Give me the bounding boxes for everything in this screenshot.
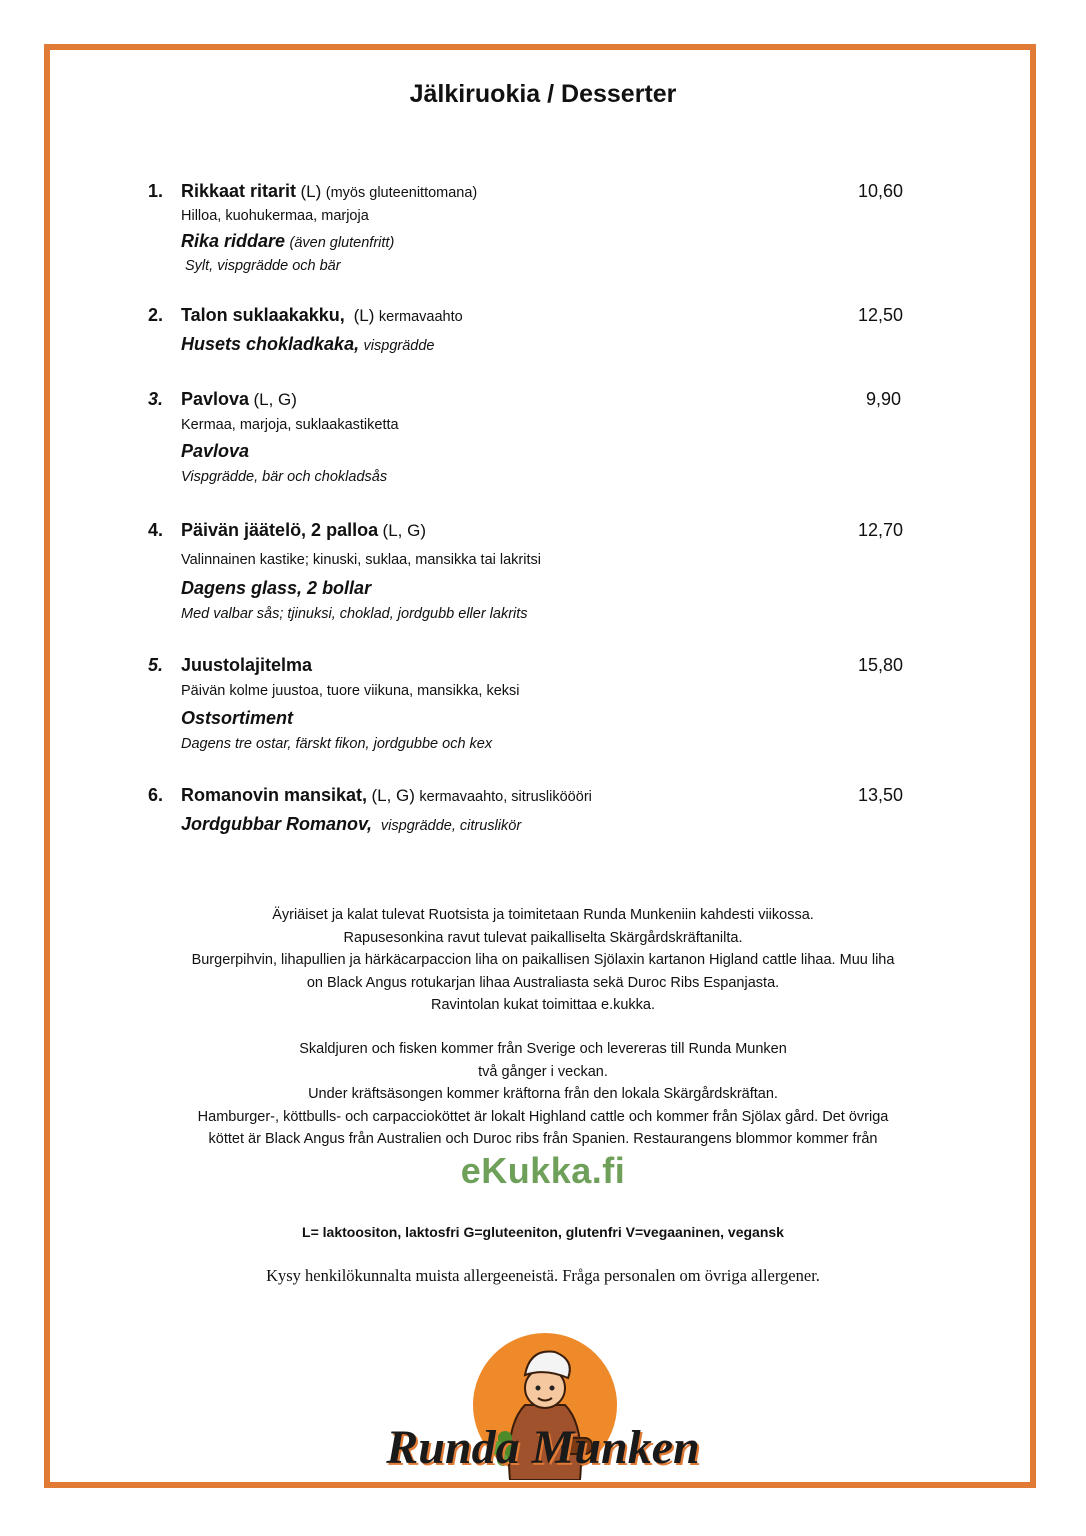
info-line: två gånger i veckan. [478, 1063, 608, 1080]
diet-legend: L= laktoositon, laktosfri G=gluteeniton, glutenfri V=vegaaninen, vegansk [302, 1224, 784, 1240]
item-price: 15,80 [857, 655, 903, 675]
item-fi-name: Romanovin mansikat, [181, 785, 368, 805]
menu-item [148, 389, 908, 499]
item-diet-tags: (L, G) [382, 521, 426, 540]
item-number: 2. [148, 305, 164, 325]
item-diet-tags: (L, G) [253, 390, 297, 409]
item-fi-desc: Kermaa, marjoja, suklaakastiketta [181, 417, 399, 433]
item-sv-name: Jordgubbar Romanov, [181, 814, 373, 834]
item-fi-note: kermavaahto [378, 309, 463, 325]
allergen-note: Kysy henkilökunnalta muista allergeeneistä. Fråga personalen om övriga allergener. [266, 1266, 820, 1285]
menu-item [148, 181, 908, 281]
info-line: on Black Angus rotukarjan lihaa Australiasta sekä Duroc Ribs Espanjasta. [306, 974, 780, 991]
item-fi-name: Rikkaat ritarit [181, 181, 297, 201]
item-number: 5. [148, 655, 164, 675]
item-fi-name: Talon suklaakakku, [181, 305, 345, 325]
item-number: 6. [148, 785, 164, 805]
item-sv-desc: Sylt, vispgrädde och bär [185, 258, 341, 274]
item-price: 13,50 [857, 785, 903, 805]
item-fi-line [181, 305, 463, 326]
info-line: köttet är Black Angus från Australien och Duroc ribs från Spanien. Restaurangens blommor kommer från [208, 1131, 878, 1147]
item-diet-tags: (L) [353, 306, 375, 325]
item-price: 9,90 [865, 389, 901, 409]
item-price: 10,60 [857, 181, 903, 201]
item-diet-tags: (L, G) [371, 786, 415, 805]
info-swedish [100, 1038, 986, 1151]
item-sv-line [181, 334, 434, 355]
info-finnish [100, 904, 986, 1017]
item-number: 1. [148, 181, 164, 201]
item-fi-desc: Valinnainen kastike; kinuski, suklaa, mansikka tai lakritsi [181, 552, 541, 568]
item-sv-line [181, 441, 249, 462]
page-title: Jälkiruokia / Desserter [409, 80, 677, 108]
item-price: 12,70 [857, 520, 903, 540]
item-sv-name: Rika riddare [181, 231, 286, 251]
item-number: 3. [148, 389, 164, 409]
menu-item [148, 305, 908, 365]
info-line: Rapusesonkina ravut tulevat paikalliselta Skärgårdskräftanilta. [343, 929, 743, 946]
item-sv-line [181, 814, 521, 835]
item-fi-line [181, 389, 297, 410]
info-line: Hamburger-, köttbulls- och carpaccioköttet är lokalt Highland cattle och kommer från Sjölax gård. Det övriga [197, 1108, 889, 1125]
item-sv-desc: Vispgrädde, bär och chokladsås [181, 469, 388, 485]
info-line: Under kräftsäsongen kommer kräftorna från den lokala Skärgårdskräftan. [308, 1086, 778, 1102]
item-sv-name: Ostsortiment [181, 708, 294, 728]
item-fi-line [181, 785, 592, 806]
item-diet-tags: (L) [300, 182, 322, 201]
item-sv-line [181, 708, 293, 729]
item-price: 12,50 [857, 305, 903, 325]
item-fi-note: (myös gluteenittomana) [325, 185, 478, 201]
menu-item [148, 655, 908, 765]
info-line: Burgerpihvin, lihapullien ja härkäcarpaccion liha on paikallisen Sjölaxin kartanon Higland cattle lihaa. Muu liha [191, 952, 895, 968]
item-fi-line [181, 655, 312, 676]
item-fi-name: Juustolajitelma [181, 655, 313, 675]
item-fi-desc: Päivän kolme juustoa, tuore viikuna, mansikka, keksi [181, 683, 520, 699]
item-sv-name: Pavlova [181, 441, 250, 461]
item-sv-note: vispgrädde, citruslikör [380, 818, 522, 834]
item-number: 4. [148, 520, 164, 540]
brand-wordmark: Runda Munken [386, 1421, 700, 1474]
info-line: Äyriäiset ja kalat tulevat Ruotsista ja toimitetaan Runda Munkeniin kahdesti viikossa. [272, 907, 814, 923]
item-sv-desc: Med valbar sås; tjinuksi, choklad, jordgubb eller lakrits [181, 606, 528, 622]
item-fi-desc: Hilloa, kuohukermaa, marjoja [181, 208, 369, 224]
info-line: Skaldjuren och fisken kommer från Sverige och levereras till Runda Munken [299, 1041, 787, 1057]
item-sv-desc: Dagens tre ostar, färskt fikon, jordgubbe och kex [181, 736, 493, 752]
item-sv-line [181, 231, 394, 252]
menu-item [148, 520, 908, 630]
item-sv-name: Husets chokladkaka, [181, 334, 360, 354]
item-fi-line [181, 520, 426, 541]
item-fi-line [181, 181, 477, 202]
item-sv-note: (även glutenfritt) [289, 235, 395, 251]
menu-item [148, 785, 908, 845]
info-line: Ravintolan kukat toimittaa e.kukka. [430, 997, 656, 1013]
item-fi-name: Pavlova [181, 389, 250, 409]
item-sv-line [181, 578, 371, 599]
item-fi-note: kermavaahto, sitrusliköööri [419, 789, 592, 805]
item-sv-note: vispgrädde [363, 338, 435, 354]
item-fi-name: Päivän jäätelö, 2 palloa [181, 520, 379, 540]
item-sv-name: Dagens glass, 2 bollar [181, 578, 372, 598]
ekukka-logo: eKukka.fi [460, 1150, 626, 1191]
